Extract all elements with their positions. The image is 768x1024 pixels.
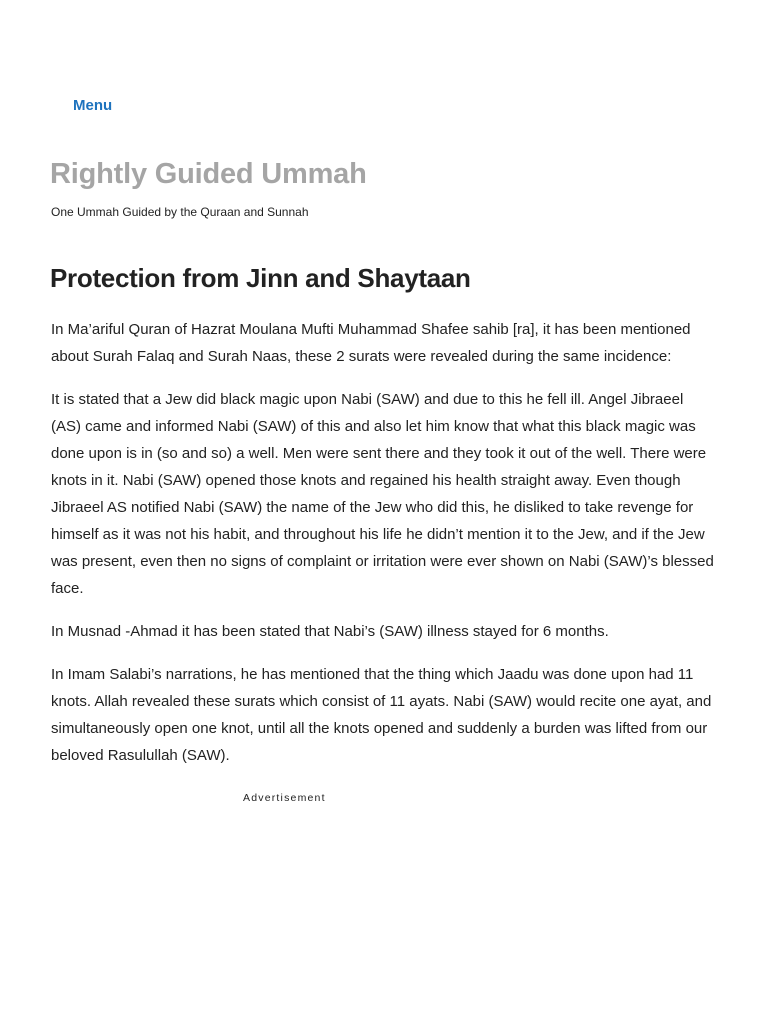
- article-paragraph-2: It is stated that a Jew did black magic upon Nabi (SAW) and due to this he fell ill. Angel Jibraeel (AS) came and informed Nabi (SAW) of this and also let him know that what this black magic was done upon is in (so and so) a well. Men were sent there and they took it out of the well. There were knots in it. Nabi (SAW) opened those knots and regained his health straight away. Even though Jibraeel AS notified Nabi (SAW) the name of the Jew who did this, he disliked to take revenge for himself as it was not his habit, and throughout his life he didn’t mention it to the Jew, and if the Jew was present, even then no signs of complaint or irritation were ever shown on Nabi (SAW)’s blessed face.: [51, 391, 714, 597]
- post-title: Protection from Jinn and Shaytaan: [50, 263, 471, 293]
- article-paragraph-1: In Ma’ariful Quran of Hazrat Moulana Mufti Muhammad Shafee sahib [ra], it has been mentioned about Surah Falaq and Surah Naas, these 2 surats were revealed during the same incidence:: [51, 321, 691, 365]
- post-content: [51, 316, 717, 785]
- article-paragraph-3: In Musnad -Ahmad it has been stated that Nabi’s (SAW) illness stayed for 6 months.: [51, 623, 609, 640]
- site-tagline: One Ummah Guided by the Quraan and Sunnah: [51, 205, 309, 219]
- menu-button[interactable]: Menu: [73, 97, 113, 114]
- advertisement-label: Advertisement: [243, 792, 326, 804]
- article-paragraph-4: In Imam Salabi’s narrations, he has mentioned that the thing which Jaadu was done upon had 11 knots. Allah revealed these surats which consist of 11 ayats. Nabi (SAW) would recite one ayat, and simultaneously open one knot, until all the knots opened and suddenly a burden was lifted from our beloved Rasulullah (SAW).: [51, 666, 712, 764]
- site-title-link[interactable]: Rightly Guided Ummah: [50, 158, 367, 190]
